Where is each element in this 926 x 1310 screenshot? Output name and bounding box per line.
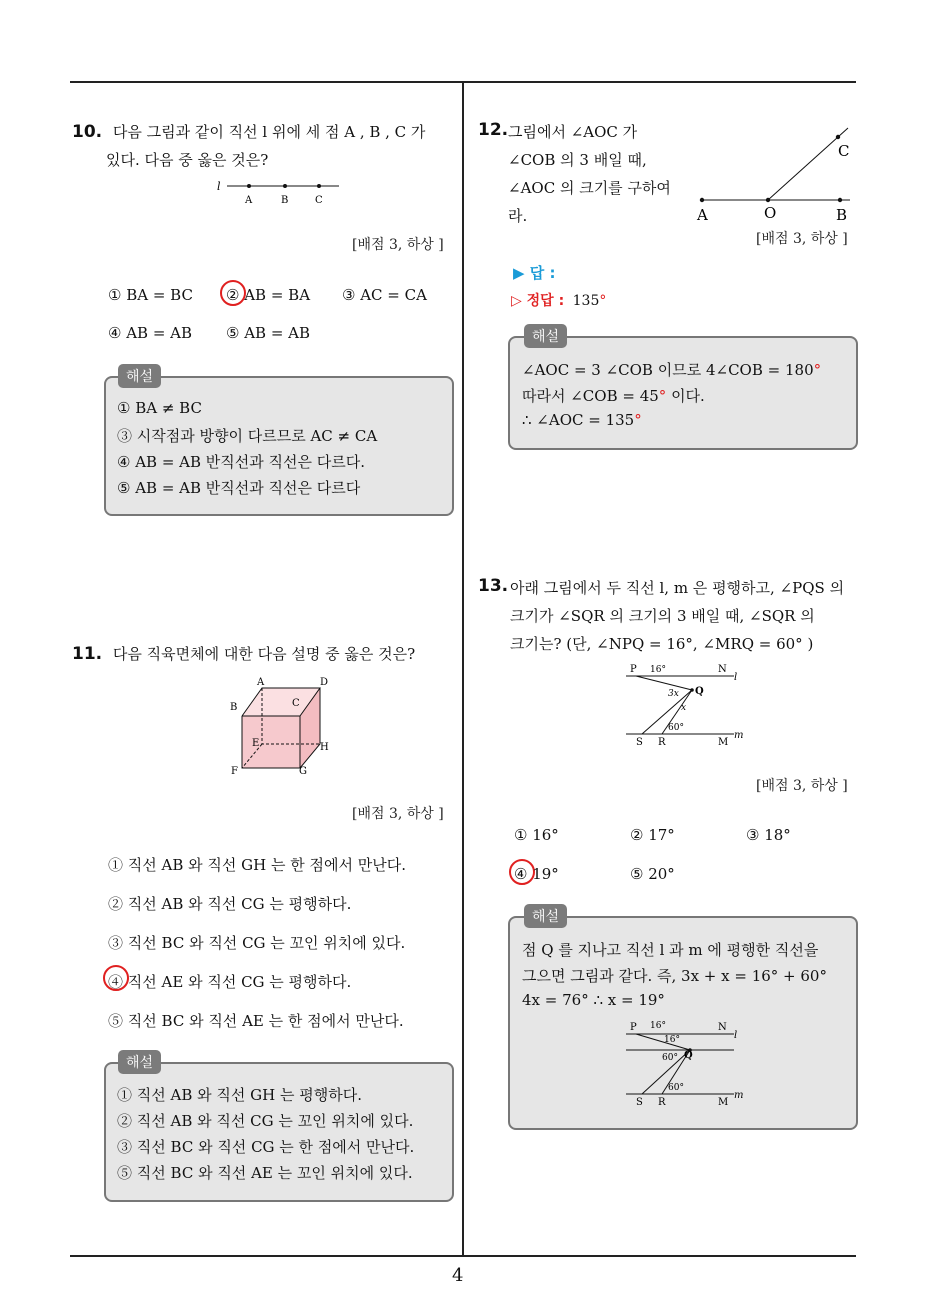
q11-option-2[interactable]: ② 직선 AB 와 직선 CG 는 평행하다. (108, 895, 352, 913)
q13-expl-line1: 점 Q 를 지나고 직선 l 과 m 에 평행한 직선을 (522, 941, 819, 959)
q13-expl-label-M: M (718, 1097, 729, 1108)
q11-option-3[interactable]: ③ 직선 BC 와 직선 CG 는 꼬인 위치에 있다. (108, 934, 406, 952)
q13-expl-label-l: l (734, 1030, 738, 1041)
q10-text (72, 118, 452, 174)
q11-label-D: D (320, 677, 329, 688)
q10-label-l: l (217, 180, 221, 193)
q11-expl-line3: ③ 직선 BC 와 직선 CG 는 한 점에서 만난다. (117, 1138, 415, 1156)
q11-label-F: F (231, 766, 238, 777)
q10-expl-line1: ① BA ≠ BC (117, 399, 202, 417)
q12-meta: [배점 3, 하상 ] (756, 231, 848, 247)
q12-correct-value: 135 (572, 293, 600, 309)
q13-label-N: N (718, 664, 727, 675)
q10-option-2[interactable]: ② AB = BA (226, 286, 311, 304)
q10-expl-line4: ⑤ AB = AB 반직선과 직선은 다르다 (117, 479, 361, 497)
column-divider (462, 83, 464, 1255)
q11-expl-line1: ① 직선 AB 와 직선 GH 는 평행하다. (117, 1086, 362, 1104)
q11-option-1[interactable]: ① 직선 AB 와 직선 GH 는 한 점에서 만난다. (108, 856, 406, 874)
q12-expl-line1 (522, 359, 821, 380)
q12-expl-degree2: ° (658, 387, 667, 405)
q12-expl-line3-text: ∴ ∠AOC = 135 (522, 411, 635, 429)
q13-label-l: l (734, 672, 738, 683)
q10-label-A: A (245, 195, 253, 206)
q13-figure (622, 660, 748, 748)
q11-option-4[interactable]: ④ 직선 AE 와 직선 CG 는 평행하다. (108, 973, 352, 991)
q13-text (510, 574, 860, 658)
q13-text-line3: 크기는? (단, ∠NPQ = 16°, ∠MRQ = 60° ) (510, 635, 814, 653)
q10-meta: [배점 3, 하상 ] (352, 237, 444, 253)
q12-text-line1: 그림에서 ∠AOC 가 (508, 123, 638, 141)
q11-explanation-tag: 해설 (118, 1050, 161, 1074)
q12-text-line4: 라. (508, 207, 528, 225)
q13-expl-label-R: R (658, 1097, 666, 1108)
q13-option-2[interactable]: ② 17° (630, 826, 675, 844)
q13-meta: [배점 3, 하상 ] (756, 778, 848, 794)
q13-label-Q: Q (695, 686, 704, 697)
q12-label-A: A (697, 206, 708, 224)
q12-expl-degree1: ° (813, 361, 822, 379)
q11-label-E: E (252, 738, 260, 749)
q11-expl-line2: ② 직선 AB 와 직선 CG 는 꼬인 위치에 있다. (117, 1112, 414, 1130)
q12-number: 12. (478, 120, 509, 140)
q12-degree-sign: ° (599, 293, 607, 309)
q11-label-H: H (320, 742, 329, 753)
q11-number: 11. (72, 644, 103, 664)
q12-expl-line1-text: ∠AOC = 3 ∠COB 이므로 4∠COB = 180 (522, 361, 814, 379)
q13-option-4[interactable]: ④ 19° (514, 865, 559, 883)
q13-number: 13. (478, 576, 509, 596)
q12-correct-label: ▷ 정답 : (511, 293, 565, 309)
page-number: 4 (452, 1265, 464, 1286)
q13-label-M: M (718, 737, 729, 748)
q12-label-C: C (838, 142, 850, 160)
q10-label-B: B (281, 195, 289, 206)
q13-angle-16: 16° (650, 665, 666, 675)
q11-label-C: C (292, 698, 300, 709)
q13-angle-60: 60° (668, 723, 684, 733)
q12-text (508, 118, 678, 230)
q13-expl-label-m: m (734, 1090, 744, 1101)
q13-expl-angle-60a: 60° (662, 1053, 678, 1063)
q12-explanation-tag: 해설 (524, 324, 567, 348)
q11-option-5[interactable]: ⑤ 직선 BC 와 직선 AE 는 한 점에서 만난다. (108, 1012, 404, 1030)
q10-option-5[interactable]: ⑤ AB = AB (226, 324, 311, 342)
q13-option-1[interactable]: ① 16° (514, 826, 559, 844)
q13-expl-label-N: N (718, 1022, 727, 1033)
q12-correct-row (511, 290, 606, 310)
q12-text-line3: ∠AOC 의 크기를 구하여 (508, 179, 671, 197)
q12-figure (692, 122, 862, 226)
q12-text-line2: ∠COB 의 3 배일 때, (508, 151, 647, 169)
q13-label-m: m (734, 730, 744, 741)
q13-option-5[interactable]: ⑤ 20° (630, 865, 675, 883)
q12-label-O: O (764, 204, 777, 222)
q10-option-3[interactable]: ③ AC = CA (342, 286, 427, 304)
q12-expl-line2 (522, 385, 705, 406)
q13-expl-angle-16a: 16° (650, 1021, 666, 1031)
q11-label-A: A (257, 677, 265, 688)
q12-answer-label: ▶ 답 : (513, 264, 556, 282)
q13-label-R: R (658, 737, 666, 748)
q13-label-S: S (636, 737, 643, 748)
q13-expl-angle-16b: 16° (664, 1035, 680, 1045)
q12-label-B: B (836, 206, 848, 224)
q13-text-line1: 아래 그림에서 두 직선 l, m 은 평행하고, ∠PQS 의 (510, 579, 845, 597)
q10-explanation-tag: 해설 (118, 364, 161, 388)
q10-expl-line3: ④ AB = AB 반직선과 직선은 다르다. (117, 453, 366, 471)
q12-expl-degree3: ° (634, 411, 642, 429)
q13-expl-angle-60b: 60° (668, 1083, 684, 1093)
q11-text (72, 640, 452, 668)
bottom-rule (70, 1255, 856, 1257)
q13-expl-line2: 그으면 그림과 같다. 즉, 3x + x = 16° + 60° (522, 967, 827, 985)
q13-expl-line3: 4x = 76° ∴ x = 19° (522, 991, 665, 1009)
q11-meta: [배점 3, 하상 ] (352, 806, 444, 822)
q12-expl-line3 (522, 411, 642, 429)
q11-text-line: 다음 직육면체에 대한 다음 설명 중 옳은 것은? (112, 645, 416, 663)
q13-expl-label-S: S (636, 1097, 643, 1108)
q10-number: 10. (72, 122, 103, 142)
q13-expl-label-P: P (630, 1022, 637, 1033)
q11-label-B: B (230, 702, 238, 713)
q13-label-P: P (630, 664, 637, 675)
q12-expl-line2-tail: 이다. (666, 387, 705, 405)
q10-text-line1: 다음 그림과 같이 직선 l 위에 세 점 A , B , C 가 (112, 123, 426, 141)
q10-expl-line2: ③ 시작점과 방향이 다르므로 AC ≠ CA (117, 427, 378, 445)
q13-text-line2: 크기가 ∠SQR 의 크기의 3 배일 때, ∠SQR 의 (510, 607, 815, 625)
q12-expl-line2-text: 따라서 ∠COB = 45 (522, 387, 659, 405)
q13-expl-label-Q: Q (684, 1050, 693, 1061)
q10-label-C: C (315, 195, 323, 206)
q10-option-1[interactable]: ① BA = BC (108, 286, 193, 304)
q10-text-line2: 있다. 다음 중 옳은 것은? (106, 151, 269, 169)
q10-figure (215, 176, 345, 208)
q13-explanation-tag: 해설 (524, 904, 567, 928)
q11-figure (226, 674, 340, 778)
q11-label-G: G (299, 766, 307, 777)
q11-expl-line4: ⑤ 직선 BC 와 직선 AE 는 꼬인 위치에 있다. (117, 1164, 413, 1182)
q13-explanation-figure (622, 1018, 748, 1108)
q13-angle-3x: 3x (668, 689, 679, 699)
q13-angle-x: x (681, 703, 687, 713)
q13-option-3[interactable]: ③ 18° (746, 826, 791, 844)
q10-option-4[interactable]: ④ AB = AB (108, 324, 193, 342)
